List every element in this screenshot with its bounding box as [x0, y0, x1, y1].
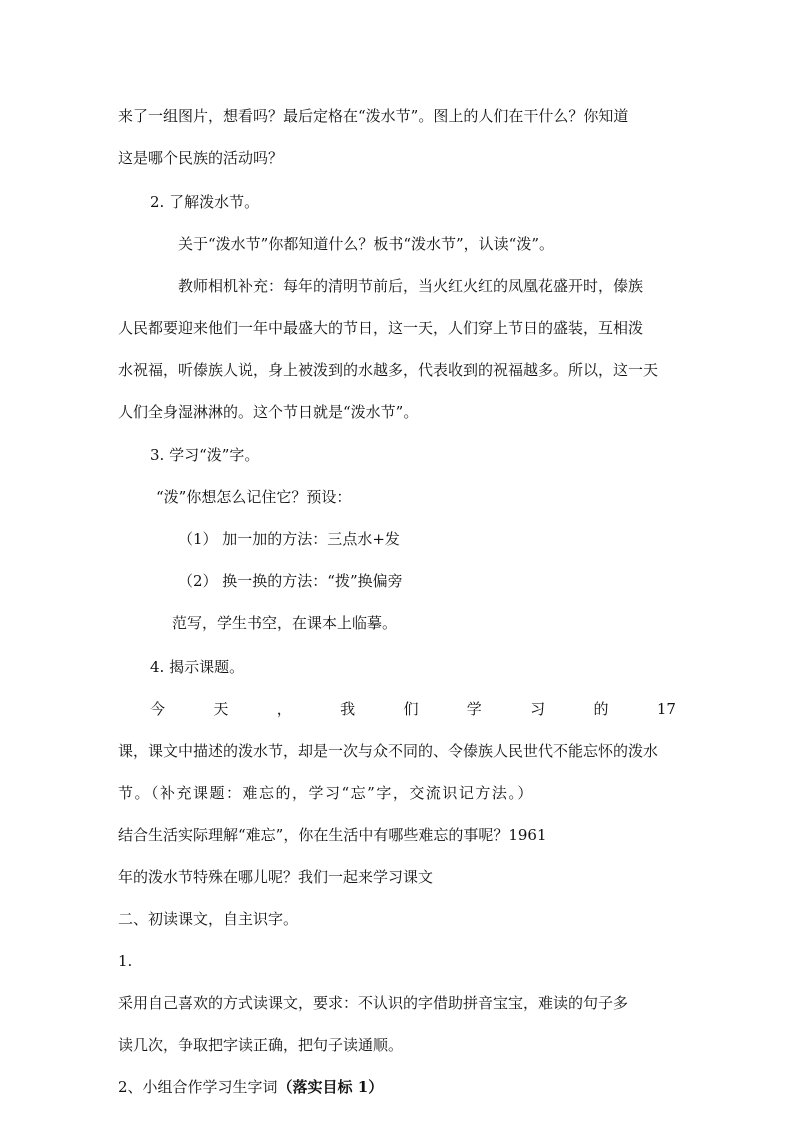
word: 们 [403, 700, 419, 718]
text-line: 采用自己喜欢的方式读课文，要求：不认识的字借助拼音宝宝，难读的句子多 [118, 994, 629, 1012]
text-line: 课，课文中描述的泼水节，却是一次与众不同的、令傣族人民世代不能忘怀的泼水 [118, 742, 659, 760]
list-item: （2） 换一换的方法：“拨”换偏旁 [178, 572, 403, 590]
text-line: 读几次，争取把字读正确，把句子读通顺。 [118, 1036, 404, 1054]
text-line: 结合生活实际理解“难忘”，你在生活中有哪些难忘的事呢？1961 [118, 826, 547, 844]
text-line: 人们全身湿淋淋的。这个节日就是“泼水节”。 [118, 403, 419, 421]
word: 今 [150, 700, 166, 718]
text-line: 来了一组图片，想看吗？最后定格在“泼水节”。图上的人们在干什么？你知道 [118, 107, 629, 125]
text-line: 关于“泼水节”你都知道什么？板书“泼水节”，认读“泼”。 [178, 235, 555, 253]
text-line: 水祝福，听傣族人说，身上被泼到的水越多，代表收到的祝福越多。所以，这一天 [118, 361, 659, 379]
word: 的 [593, 700, 609, 718]
justified-text-line [150, 697, 676, 721]
step-heading: 4. 揭示课题。 [150, 658, 245, 676]
section-heading: 二、初读课文，自主识字。 [118, 910, 299, 928]
text-line: 节。（补充课题：难忘的，学习“忘”字，交流识记方法。） [118, 784, 534, 802]
subheading-text: 2、小组合作学习生字词 [118, 1078, 278, 1096]
text-line: 这是哪个民族的活动吗？ [118, 149, 284, 167]
word: ， [276, 700, 292, 718]
word: 天 [213, 700, 229, 718]
text-line: 1. [118, 952, 133, 970]
subheading-line [118, 1075, 678, 1099]
text-line: 教师相机补充：每年的清明节前后，当火红火红的凤凰花盛开时，傣族 [178, 277, 644, 295]
word: 习 [530, 700, 546, 718]
text-line: 人民都要迎来他们一年中最盛大的节日，这一天，人们穿上节日的盛装，互相泼 [118, 319, 644, 337]
word: 我 [340, 700, 356, 718]
step-heading: 2. 了解泼水节。 [150, 193, 260, 211]
text-line: “泼”你想怎么记住它？预设： [156, 488, 352, 506]
text-line: 年的泼水节特殊在哪儿呢？我们一起来学习课文 [118, 868, 434, 886]
word: 学 [466, 700, 482, 718]
list-item: （1） 加一加的方法：三点水+发 [178, 530, 400, 548]
word: 17 [656, 700, 676, 718]
goal-tag: （落实目标 1） [277, 1078, 384, 1096]
step-heading: 3. 学习“泼”字。 [150, 446, 260, 464]
text-line: 范写，学生书空，在课本上临摹。 [172, 614, 398, 632]
